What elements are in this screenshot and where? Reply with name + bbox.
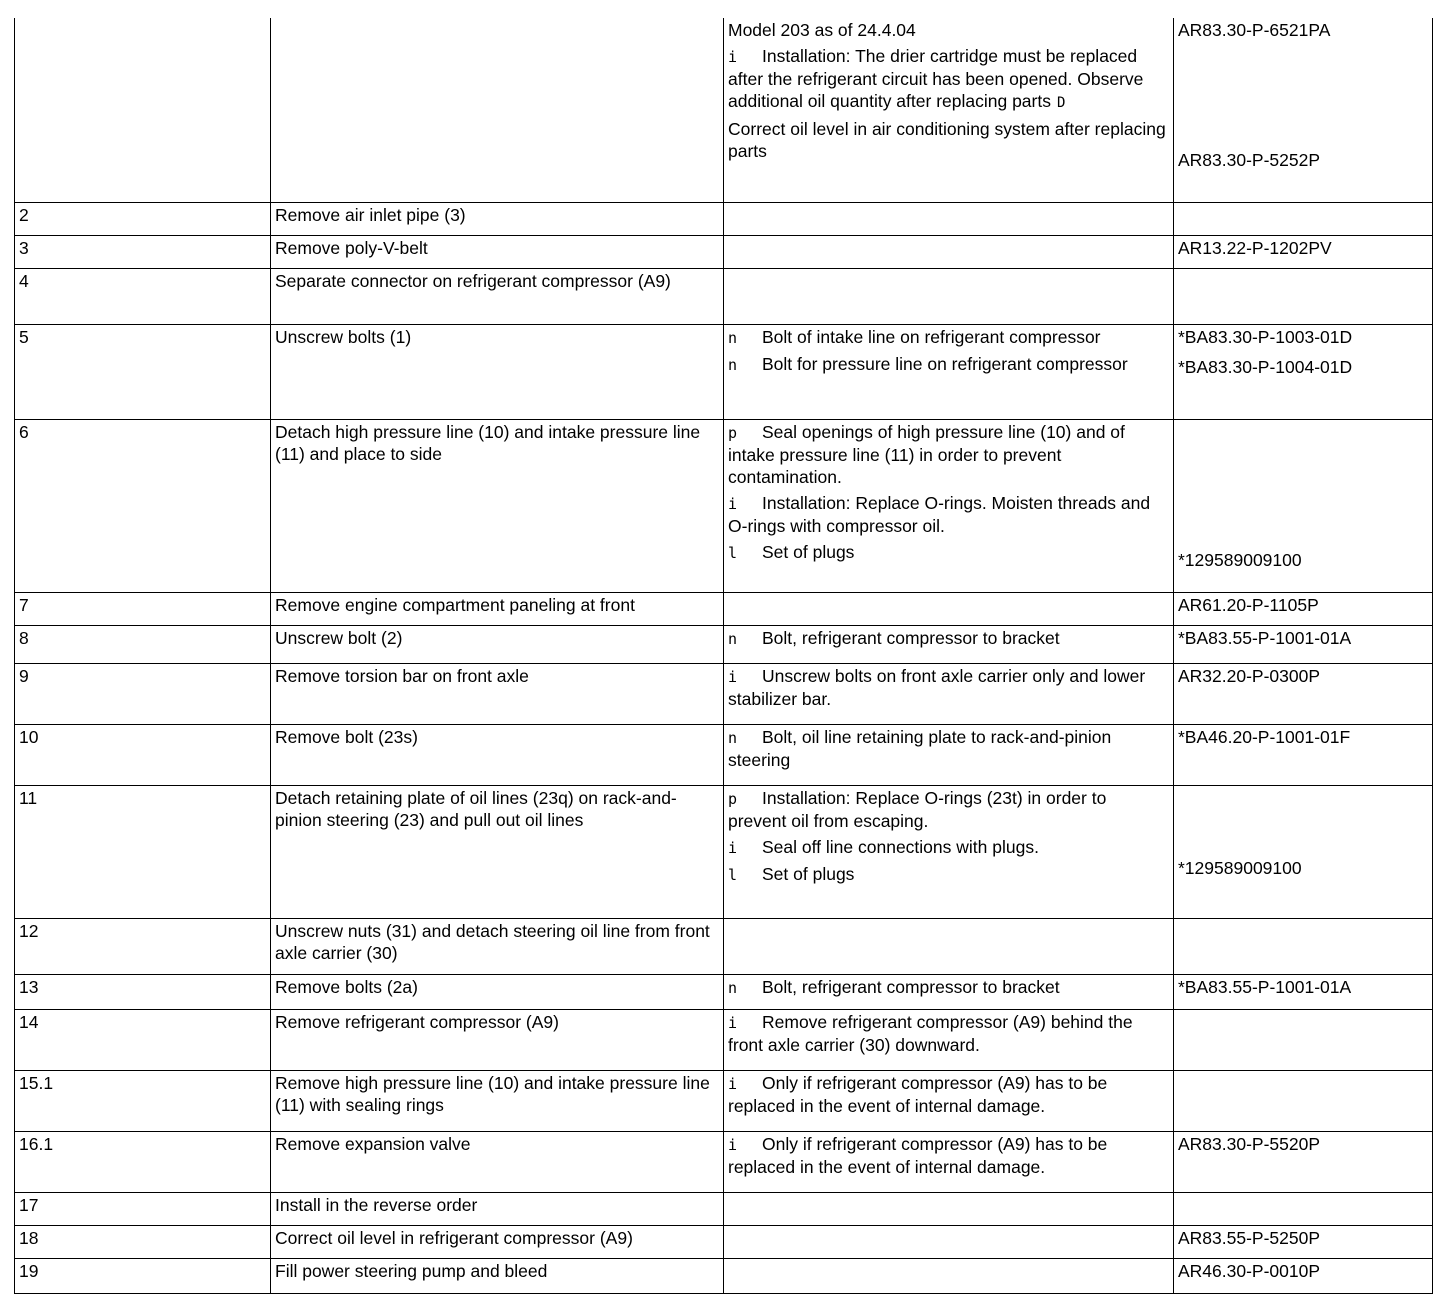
step-action: Remove torsion bar on front axle bbox=[271, 663, 724, 724]
step-references bbox=[1174, 419, 1433, 592]
reference-code: *BA46.20-P-1001-01F bbox=[1178, 726, 1351, 747]
reference-code: AR61.20-P-1105P bbox=[1178, 594, 1319, 615]
table-row bbox=[15, 1070, 1433, 1131]
step-references bbox=[1174, 18, 1433, 202]
note-symbol-icon: l bbox=[728, 865, 738, 884]
step-action: Detach retaining plate of oil lines (23q) on rack-and-pinion steering (23) and pull out oil lines bbox=[271, 785, 724, 918]
note-text: Seal off line connections with plugs. bbox=[762, 836, 1039, 857]
step-action: Unscrew nuts (31) and detach steering oil line from front axle carrier (30) bbox=[271, 918, 724, 974]
note-item bbox=[728, 421, 1169, 488]
note-symbol-icon: i bbox=[728, 48, 738, 66]
step-action bbox=[271, 18, 724, 202]
note-item bbox=[728, 492, 1169, 537]
note-text: Only if refrigerant compressor (A9) has to be replaced in the event of internal damage. bbox=[728, 1133, 1108, 1177]
note-symbol-icon: l bbox=[728, 543, 738, 562]
step-notes bbox=[724, 785, 1174, 918]
note-symbol-icon: p bbox=[728, 789, 738, 808]
step-number: 11 bbox=[15, 785, 271, 918]
step-references bbox=[1174, 1131, 1433, 1192]
procedure-table bbox=[14, 18, 1433, 1294]
note-item bbox=[728, 45, 1169, 114]
step-number: 10 bbox=[15, 724, 271, 785]
step-references bbox=[1174, 663, 1433, 724]
table-row bbox=[15, 592, 1433, 625]
step-action: Remove refrigerant compressor (A9) bbox=[271, 1009, 724, 1070]
reference-code: *BA83.55-P-1001-01A bbox=[1178, 627, 1352, 648]
step-references bbox=[1174, 592, 1433, 625]
note-item bbox=[728, 726, 1169, 771]
reference-code: AR83.30-P-5520P bbox=[1178, 1133, 1321, 1154]
note-item bbox=[728, 1133, 1169, 1178]
step-number bbox=[15, 18, 271, 202]
step-number: 6 bbox=[15, 419, 271, 592]
note-item bbox=[728, 118, 1169, 162]
step-notes bbox=[724, 1131, 1174, 1192]
step-notes bbox=[724, 324, 1174, 419]
step-action: Remove bolts (2a) bbox=[271, 974, 724, 1009]
note-symbol-icon: i bbox=[728, 1135, 738, 1154]
note-text: Bolt, oil line retaining plate to rack-and-pinion steering bbox=[728, 726, 1112, 770]
table-row bbox=[15, 785, 1433, 918]
note-item bbox=[728, 1072, 1169, 1117]
note-text: Set of plugs bbox=[762, 863, 855, 884]
note-symbol-icon: n bbox=[728, 978, 738, 997]
note-symbol-icon: i bbox=[728, 1074, 738, 1093]
reference-code: AR32.20-P-0300P bbox=[1178, 665, 1321, 686]
step-number: 18 bbox=[15, 1225, 271, 1258]
step-references bbox=[1174, 324, 1433, 419]
note-text: Seal openings of high pressure line (10) and of intake pressure line (11) in order to prevent contamination. bbox=[728, 421, 1125, 487]
step-action: Correct oil level in refrigerant compressor (A9) bbox=[271, 1225, 724, 1258]
step-references bbox=[1174, 625, 1433, 663]
note-item bbox=[728, 665, 1169, 710]
step-references bbox=[1174, 918, 1433, 974]
reference-code: *BA83.55-P-1001-01A bbox=[1178, 976, 1352, 997]
note-text: Unscrew bolts on front axle carrier only and lower stabilizer bar. bbox=[728, 665, 1146, 709]
note-text: Installation: Replace O-rings. Moisten threads and O-rings with compressor oil. bbox=[728, 492, 1151, 536]
table-row bbox=[15, 724, 1433, 785]
reference-code: *129589009100 bbox=[1178, 549, 1302, 570]
note-item bbox=[728, 19, 1169, 41]
step-number: 8 bbox=[15, 625, 271, 663]
step-references bbox=[1174, 202, 1433, 235]
note-symbol-icon: n bbox=[728, 728, 738, 747]
note-text: Set of plugs bbox=[762, 541, 855, 562]
note-trail-marker: D bbox=[1056, 95, 1066, 111]
step-references bbox=[1174, 974, 1433, 1009]
table-row bbox=[15, 625, 1433, 663]
note-symbol-icon: i bbox=[728, 494, 738, 513]
note-text: Bolt of intake line on refrigerant compressor bbox=[762, 326, 1101, 347]
table-row bbox=[15, 235, 1433, 268]
table-row bbox=[15, 974, 1433, 1009]
reference-code: *BA83.30-P-1003-01D bbox=[1178, 326, 1353, 347]
step-notes bbox=[724, 592, 1174, 625]
step-notes bbox=[724, 724, 1174, 785]
note-text: Bolt, refrigerant compressor to bracket bbox=[762, 976, 1060, 997]
table-row bbox=[15, 1225, 1433, 1258]
step-action: Remove bolt (23s) bbox=[271, 724, 724, 785]
step-number: 4 bbox=[15, 268, 271, 324]
step-action: Separate connector on refrigerant compressor (A9) bbox=[271, 268, 724, 324]
step-references bbox=[1174, 1009, 1433, 1070]
table-row bbox=[15, 324, 1433, 419]
step-notes bbox=[724, 1258, 1174, 1293]
note-item bbox=[728, 627, 1169, 650]
step-references bbox=[1174, 1258, 1433, 1293]
step-references bbox=[1174, 1070, 1433, 1131]
step-notes bbox=[724, 1070, 1174, 1131]
step-number: 13 bbox=[15, 974, 271, 1009]
table-row bbox=[15, 1192, 1433, 1225]
step-number: 5 bbox=[15, 324, 271, 419]
note-text: Bolt, refrigerant compressor to bracket bbox=[762, 627, 1060, 648]
note-symbol-icon: n bbox=[728, 328, 738, 347]
step-action: Detach high pressure line (10) and intake pressure line (11) and place to side bbox=[271, 419, 724, 592]
note-text: Bolt for pressure line on refrigerant compressor bbox=[762, 353, 1128, 374]
step-notes bbox=[724, 419, 1174, 592]
note-item bbox=[728, 836, 1169, 859]
step-notes bbox=[724, 1009, 1174, 1070]
note-symbol-icon: i bbox=[728, 838, 738, 857]
table-row bbox=[15, 202, 1433, 235]
note-text: Correct oil level in air conditioning system after replacing parts bbox=[728, 119, 1166, 161]
step-references bbox=[1174, 235, 1433, 268]
table-row bbox=[15, 663, 1433, 724]
step-action: Unscrew bolt (2) bbox=[271, 625, 724, 663]
reference-code: AR83.30-P-5252P bbox=[1178, 150, 1321, 170]
table-row bbox=[15, 419, 1433, 592]
step-references bbox=[1174, 1225, 1433, 1258]
step-notes bbox=[724, 268, 1174, 324]
reference-code: AR83.30-P-6521PA bbox=[1178, 20, 1331, 40]
step-number: 7 bbox=[15, 592, 271, 625]
step-notes bbox=[724, 663, 1174, 724]
table-row bbox=[15, 1009, 1433, 1070]
note-item bbox=[728, 353, 1169, 376]
step-number: 19 bbox=[15, 1258, 271, 1293]
step-notes bbox=[724, 974, 1174, 1009]
step-notes bbox=[724, 202, 1174, 235]
note-item bbox=[728, 1011, 1169, 1056]
reference-code: *BA83.30-P-1004-01D bbox=[1178, 356, 1353, 377]
note-text: Model 203 as of 24.4.04 bbox=[728, 20, 916, 40]
table-row bbox=[15, 18, 1433, 202]
note-symbol-icon: p bbox=[728, 423, 738, 442]
note-symbol-icon: n bbox=[728, 629, 738, 648]
step-number: 9 bbox=[15, 663, 271, 724]
step-action: Unscrew bolts (1) bbox=[271, 324, 724, 419]
note-item bbox=[728, 787, 1169, 832]
step-action: Fill power steering pump and bleed bbox=[271, 1258, 724, 1293]
note-item bbox=[728, 541, 1169, 564]
step-action: Remove engine compartment paneling at front bbox=[271, 592, 724, 625]
reference-code: AR13.22-P-1202PV bbox=[1178, 237, 1332, 258]
step-notes bbox=[724, 1225, 1174, 1258]
table-row bbox=[15, 1258, 1433, 1293]
note-item bbox=[728, 863, 1169, 886]
step-number: 3 bbox=[15, 235, 271, 268]
note-item bbox=[728, 976, 1169, 999]
step-notes bbox=[724, 18, 1174, 202]
step-notes bbox=[724, 625, 1174, 663]
step-notes bbox=[724, 235, 1174, 268]
step-references bbox=[1174, 785, 1433, 918]
reference-code: AR83.55-P-5250P bbox=[1178, 1227, 1321, 1248]
step-number: 2 bbox=[15, 202, 271, 235]
step-action: Remove high pressure line (10) and intake pressure line (11) with sealing rings bbox=[271, 1070, 724, 1131]
step-notes bbox=[724, 918, 1174, 974]
note-symbol-icon: i bbox=[728, 1013, 738, 1032]
note-text: Remove refrigerant compressor (A9) behind the front axle carrier (30) downward. bbox=[728, 1011, 1133, 1055]
step-references bbox=[1174, 1192, 1433, 1225]
step-action: Install in the reverse order bbox=[271, 1192, 724, 1225]
reference-code: *129589009100 bbox=[1178, 857, 1302, 878]
step-references bbox=[1174, 724, 1433, 785]
note-symbol-icon: i bbox=[728, 667, 738, 686]
table-row bbox=[15, 1131, 1433, 1192]
step-notes bbox=[724, 1192, 1174, 1225]
step-number: 17 bbox=[15, 1192, 271, 1225]
step-action: Remove air inlet pipe (3) bbox=[271, 202, 724, 235]
step-number: 12 bbox=[15, 918, 271, 974]
step-number: 14 bbox=[15, 1009, 271, 1070]
note-symbol-icon: n bbox=[728, 355, 738, 374]
note-text: Installation: The drier cartridge must be replaced after the refrigerant circuit has been opened. Observe additional oil quantity after replacing parts bbox=[728, 46, 1144, 111]
table-row bbox=[15, 918, 1433, 974]
table-row bbox=[15, 268, 1433, 324]
note-text: Only if refrigerant compressor (A9) has to be replaced in the event of internal damage. bbox=[728, 1072, 1108, 1116]
note-text: Installation: Replace O-rings (23t) in order to prevent oil from escaping. bbox=[728, 787, 1107, 831]
step-action: Remove poly-V-belt bbox=[271, 235, 724, 268]
procedure-table-body bbox=[15, 18, 1433, 1293]
step-number: 16.1 bbox=[15, 1131, 271, 1192]
step-references bbox=[1174, 268, 1433, 324]
step-action: Remove expansion valve bbox=[271, 1131, 724, 1192]
step-number: 15.1 bbox=[15, 1070, 271, 1131]
note-item bbox=[728, 326, 1169, 349]
reference-code: AR46.30-P-0010P bbox=[1178, 1260, 1321, 1281]
